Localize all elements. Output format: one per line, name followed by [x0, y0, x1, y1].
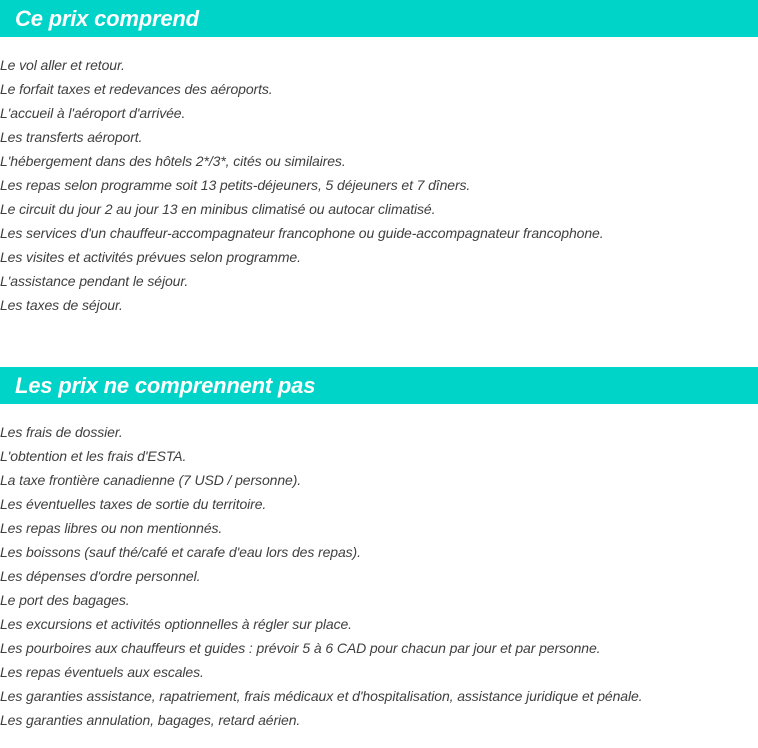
- list-item: Les taxes de séjour.: [0, 297, 123, 313]
- list-item: Les garanties annulation, bagages, retard aérien.: [0, 712, 301, 728]
- list-item: Le circuit du jour 2 au jour 13 en minibus climatisé ou autocar climatisé.: [0, 201, 436, 217]
- list-item: Les frais de dossier.: [0, 424, 123, 440]
- list-item: Les repas éventuels aux escales.: [0, 664, 204, 680]
- list-item: Les pourboires aux chauffeurs et guides : prévoir 5 à 6 CAD pour chacun par jour et par personne.: [0, 640, 601, 656]
- list-item: Le forfait taxes et redevances des aéroports.: [0, 81, 273, 97]
- list-item: La taxe frontière canadienne (7 USD / personne).: [0, 472, 302, 488]
- list-item: Les garanties assistance, rapatriement, frais médicaux et d'hospitalisation, assistance juridique et pénale.: [0, 688, 643, 704]
- excluded-items-list: [0, 420, 642, 732]
- section-title-excludes: Les prix ne comprennent pas: [15, 373, 316, 398]
- section-title-includes: Ce prix comprend: [15, 6, 199, 31]
- list-item: Les éventuelles taxes de sortie du territoire.: [0, 496, 267, 512]
- list-item: L'accueil à l'aéroport d'arrivée.: [0, 105, 186, 121]
- list-item: Le port des bagages.: [0, 592, 130, 608]
- list-item: Les transferts aéroport.: [0, 129, 143, 145]
- list-item: Le vol aller et retour.: [0, 57, 125, 73]
- list-item: L'obtention et les frais d'ESTA.: [0, 448, 187, 464]
- list-item: L'assistance pendant le séjour.: [0, 273, 189, 289]
- list-item: L'hébergement dans des hôtels 2*/3*, cités ou similaires.: [0, 153, 346, 169]
- list-item: Les visites et activités prévues selon programme.: [0, 249, 301, 265]
- list-item: Les repas selon programme soit 13 petits-déjeuners, 5 déjeuners et 7 dîners.: [0, 177, 471, 193]
- list-item: Les repas libres ou non mentionnés.: [0, 520, 223, 536]
- list-item: Les services d'un chauffeur-accompagnateur francophone ou guide-accompagnateur francophone.: [0, 225, 604, 241]
- included-items-list: [0, 53, 604, 317]
- list-item: Les excursions et activités optionnelles à régler sur place.: [0, 616, 352, 632]
- section-header-excludes: [0, 367, 758, 404]
- list-item: Les dépenses d'ordre personnel.: [0, 568, 201, 584]
- section-header-includes: [0, 0, 758, 37]
- list-item: Les boissons (sauf thé/café et carafe d'eau lors des repas).: [0, 544, 361, 560]
